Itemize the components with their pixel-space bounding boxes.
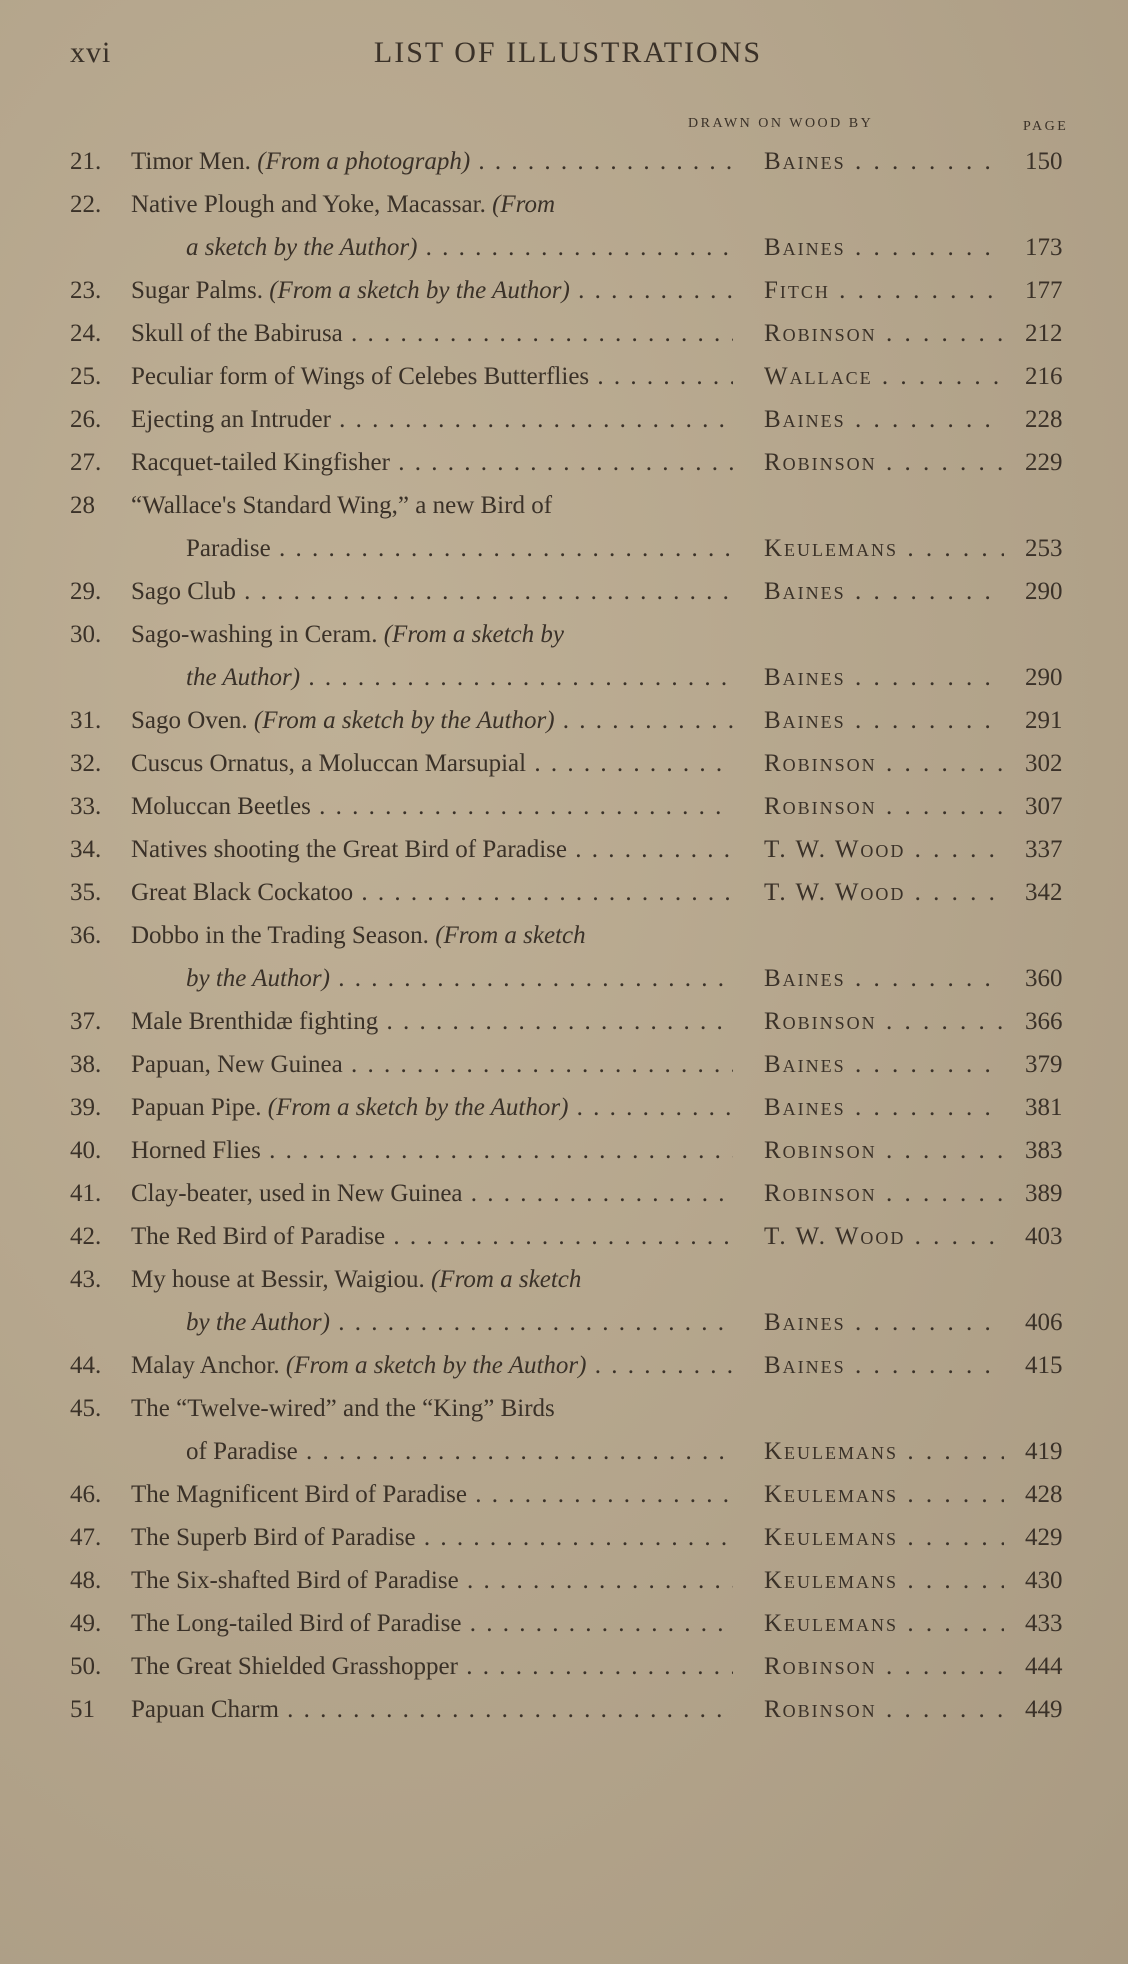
entry-title-source: (From a sketch by the Author) <box>253 707 555 734</box>
entry-page-number: 428 <box>1025 1481 1063 1508</box>
entry-page-number: 430 <box>1025 1567 1063 1594</box>
entry-number: 42. <box>70 1223 102 1250</box>
entry-artist <box>764 269 1004 312</box>
entry-artist <box>764 1215 1004 1258</box>
list-item <box>0 441 1128 484</box>
entry-title-text: Skull of the Babirusa <box>131 320 343 347</box>
entry-title-text: Papuan, New Guinea <box>131 1051 343 1078</box>
entry-title-source: (From <box>492 191 556 218</box>
entry-title <box>131 613 733 656</box>
entry-title <box>186 1301 733 1344</box>
entry-number: 45. <box>70 1395 102 1422</box>
entry-title <box>131 1688 733 1731</box>
list-item <box>0 1430 1128 1473</box>
entry-page-number: 229 <box>1025 449 1063 476</box>
entry-title-text: Racquet-tailed Kingfisher <box>131 449 390 476</box>
entry-artist <box>764 871 1004 914</box>
entry-number: 28 <box>70 492 95 519</box>
list-item <box>0 398 1128 441</box>
entry-title <box>131 1645 733 1688</box>
entry-title-text: Ejecting an Intruder <box>131 406 331 433</box>
entry-title-text: Sugar Palms. <box>131 277 270 304</box>
list-item <box>0 914 1128 957</box>
entry-title-text: Malay Anchor. <box>131 1352 286 1379</box>
column-headers <box>0 116 1128 136</box>
entry-title <box>186 226 733 269</box>
entry-page-number: 307 <box>1025 793 1063 820</box>
entry-title-source: (From a sketch by the Author) <box>285 1352 587 1379</box>
list-item <box>0 570 1128 613</box>
entry-title-text: Sago-washing in Ceram. <box>131 621 384 648</box>
entry-title <box>131 828 733 871</box>
list-item <box>0 613 1128 656</box>
entry-artist <box>764 742 1004 785</box>
entry-title <box>131 1172 733 1215</box>
entry-artist-name: Robinson <box>764 793 877 820</box>
entry-number: 33. <box>70 793 102 820</box>
entry-page-number: 379 <box>1025 1051 1063 1078</box>
entry-page-number: 173 <box>1025 234 1063 261</box>
entry-page-number: 433 <box>1025 1610 1063 1637</box>
entry-artist <box>764 312 1004 355</box>
list-item <box>0 699 1128 742</box>
entry-title <box>131 355 733 398</box>
entry-page-number: 337 <box>1025 836 1063 863</box>
entry-artist <box>764 1344 1004 1387</box>
entry-title-text: Horned Flies <box>131 1137 261 1164</box>
entry-title-source: by the Author) <box>186 965 330 992</box>
entry-page-number: 415 <box>1025 1352 1063 1379</box>
entry-number: 47. <box>70 1524 102 1551</box>
entry-number: 34. <box>70 836 102 863</box>
entry-title-text: Sago Club <box>131 578 236 605</box>
list-item <box>0 656 1128 699</box>
entry-title-source: by the Author) <box>186 1309 330 1336</box>
entry-artist-name: T. W. Wood <box>764 836 906 863</box>
entry-number: 37. <box>70 1008 102 1035</box>
entry-title <box>131 914 733 957</box>
list-item <box>0 871 1128 914</box>
entry-artist <box>764 398 1004 441</box>
entry-title-source: (From a sketch by <box>383 621 564 648</box>
entry-artist <box>764 1473 1004 1516</box>
entry-title-text: My house at Bessir, Waigiou. <box>131 1266 431 1293</box>
entry-title-source: (From a sketch by the Author) <box>269 277 570 304</box>
entry-title <box>131 398 733 441</box>
entry-title <box>131 1473 733 1516</box>
entry-artist <box>764 570 1004 613</box>
entry-title <box>186 656 733 699</box>
entry-artist-name: Baines <box>764 406 846 433</box>
entry-title <box>131 1043 733 1086</box>
entry-title <box>131 570 733 613</box>
entry-artist-name: Keulemans <box>764 1610 899 1637</box>
entry-title <box>186 1430 733 1473</box>
list-item <box>0 1559 1128 1602</box>
entry-title <box>131 1387 733 1430</box>
page-number: xvi <box>70 36 112 69</box>
entry-page-number: 228 <box>1025 406 1063 433</box>
entry-title-source: the Author) <box>186 664 301 691</box>
entry-title-text: Male Brenthidæ fighting <box>131 1008 379 1035</box>
entry-artist-name: Baines <box>764 1309 846 1336</box>
entry-artist-name: Baines <box>764 1094 846 1121</box>
list-item <box>0 1129 1128 1172</box>
entry-title-text: Natives shooting the Great Bird of Paradise <box>131 836 568 863</box>
entry-artist <box>764 527 1004 570</box>
entry-page-number: 449 <box>1025 1696 1063 1723</box>
entry-artist-name: T. W. Wood <box>764 879 906 906</box>
entry-artist-name: Keulemans <box>764 1567 899 1594</box>
column-header-page: PAGE <box>1023 119 1069 134</box>
entry-artist-name: Fitch <box>764 277 830 304</box>
entry-artist-name: Robinson <box>764 1008 877 1035</box>
entry-title <box>131 1215 733 1258</box>
entry-artist-name: Robinson <box>764 1137 877 1164</box>
entry-artist-name: Robinson <box>764 449 877 476</box>
list-item <box>0 1301 1128 1344</box>
list-item <box>0 1086 1128 1129</box>
entry-artist <box>764 140 1004 183</box>
entry-page-number: 291 <box>1025 707 1063 734</box>
entry-page-number: 419 <box>1025 1438 1063 1465</box>
entry-page-number: 302 <box>1025 750 1063 777</box>
entry-artist <box>764 699 1004 742</box>
entry-artist-name: Robinson <box>764 1696 877 1723</box>
entry-title-text: Dobbo in the Trading Season. <box>131 922 436 949</box>
list-item <box>0 355 1128 398</box>
entry-title-text: The Superb Bird of Paradise <box>131 1524 416 1551</box>
entry-title <box>131 1258 733 1301</box>
entry-title-text: The Great Shielded Grasshopper <box>131 1653 458 1680</box>
list-item <box>0 226 1128 269</box>
entry-artist-name: Baines <box>764 664 846 691</box>
entry-title <box>131 1086 733 1129</box>
entry-number: 27. <box>70 449 102 476</box>
entry-title <box>131 742 733 785</box>
entry-title-text: Moluccan Beetles <box>131 793 311 820</box>
entry-page-number: 216 <box>1025 363 1063 390</box>
entry-title-text: The Red Bird of Paradise <box>131 1223 386 1250</box>
entry-number: 21. <box>70 148 102 175</box>
entry-title <box>131 1559 733 1602</box>
entry-title <box>131 785 733 828</box>
list-item <box>0 1645 1128 1688</box>
entry-artist-name: Wallace <box>764 363 873 390</box>
entry-page-number: 290 <box>1025 578 1063 605</box>
entry-page-number: 403 <box>1025 1223 1063 1250</box>
entry-title <box>131 1602 733 1645</box>
list-item <box>0 312 1128 355</box>
entry-number: 22. <box>70 191 102 218</box>
entry-title-source: (From a sketch <box>430 1266 582 1293</box>
page-title: LIST OF ILLUSTRATIONS <box>373 36 763 69</box>
entry-number: 31. <box>70 707 102 734</box>
entry-artist-name: Baines <box>764 1352 846 1379</box>
entry-artist <box>764 355 1004 398</box>
entry-artist-name: Keulemans <box>764 1481 899 1508</box>
entry-title <box>131 312 733 355</box>
entry-page-number: 406 <box>1025 1309 1063 1336</box>
entry-title <box>186 527 733 570</box>
entry-page-number: 389 <box>1025 1180 1063 1207</box>
entry-page-number: 212 <box>1025 320 1063 347</box>
entry-page-number: 342 <box>1025 879 1063 906</box>
list-item <box>0 1516 1128 1559</box>
entry-artist-name: Baines <box>764 707 846 734</box>
entry-number: 50. <box>70 1653 102 1680</box>
list-item <box>0 828 1128 871</box>
entry-number: 49. <box>70 1610 102 1637</box>
entry-number: 35. <box>70 879 102 906</box>
list-item <box>0 140 1128 183</box>
list-item <box>0 1688 1128 1731</box>
entry-title-source: a sketch by the Author) <box>186 234 418 261</box>
entry-artist <box>764 1129 1004 1172</box>
entry-title-text: The “Twelve-wired” and the “King” Birds <box>131 1395 555 1422</box>
entry-artist-name: Robinson <box>764 1653 877 1680</box>
entry-artist-name: Keulemans <box>764 535 899 562</box>
entry-artist <box>764 1516 1004 1559</box>
illustrations-list <box>0 140 1128 1731</box>
entry-page-number: 429 <box>1025 1524 1063 1551</box>
entry-page-number: 444 <box>1025 1653 1063 1680</box>
column-header-drawn-by: DRAWN ON WOOD BY <box>688 116 874 131</box>
list-item <box>0 1000 1128 1043</box>
entry-artist-name: Baines <box>764 1051 846 1078</box>
entry-number: 46. <box>70 1481 102 1508</box>
entry-artist <box>764 1645 1004 1688</box>
entry-artist-name: Baines <box>764 578 846 605</box>
list-item <box>0 1602 1128 1645</box>
entry-artist <box>764 957 1004 1000</box>
entry-artist <box>764 785 1004 828</box>
list-item <box>0 1344 1128 1387</box>
entry-artist-name: Robinson <box>764 320 877 347</box>
entry-title-text: The Long-tailed Bird of Paradise <box>131 1610 462 1637</box>
entry-artist <box>764 1043 1004 1086</box>
entry-title-source: (From a photograph) <box>257 148 471 175</box>
entry-artist <box>764 1000 1004 1043</box>
list-item <box>0 269 1128 312</box>
entry-title <box>131 1516 733 1559</box>
entry-artist-name: Keulemans <box>764 1524 899 1551</box>
entry-title-text: Papuan Pipe. <box>131 1094 268 1121</box>
entry-number: 25. <box>70 363 102 390</box>
entry-artist <box>764 441 1004 484</box>
entry-artist <box>764 828 1004 871</box>
entry-title-text: Cuscus Ornatus, a Moluccan Marsupial <box>131 750 527 777</box>
list-item <box>0 1172 1128 1215</box>
entry-number: 40. <box>70 1137 102 1164</box>
entry-title-text: Timor Men. <box>131 148 258 175</box>
entry-title <box>131 1344 733 1387</box>
entry-artist-name: Baines <box>764 965 846 992</box>
entry-title <box>131 140 733 183</box>
entry-number: 29. <box>70 578 102 605</box>
entry-title <box>131 183 733 226</box>
entry-number: 41. <box>70 1180 102 1207</box>
entry-number: 32. <box>70 750 102 777</box>
list-item <box>0 1473 1128 1516</box>
entry-title-text: Sago Oven. <box>131 707 254 734</box>
entry-title-source: (From a sketch <box>435 922 586 949</box>
entry-artist-name: Robinson <box>764 1180 877 1207</box>
entry-artist <box>764 1688 1004 1731</box>
list-item <box>0 1387 1128 1430</box>
entry-page-number: 366 <box>1025 1008 1063 1035</box>
entry-title <box>186 957 733 1000</box>
entry-artist-name: Baines <box>764 148 846 175</box>
list-item <box>0 484 1128 527</box>
entry-artist <box>764 1430 1004 1473</box>
entry-title <box>131 699 733 742</box>
list-item <box>0 183 1128 226</box>
entry-title-text: The Six-shafted Bird of Paradise <box>131 1567 459 1594</box>
entry-artist-name: T. W. Wood <box>764 1223 906 1250</box>
entry-number: 51 <box>70 1696 95 1723</box>
entry-title <box>131 441 733 484</box>
entry-number: 26. <box>70 406 102 433</box>
list-item <box>0 1215 1128 1258</box>
entry-number: 39. <box>70 1094 102 1121</box>
entry-number: 38. <box>70 1051 102 1078</box>
entry-page-number: 150 <box>1025 148 1063 175</box>
entry-number: 44. <box>70 1352 102 1379</box>
entry-title-text: The Magnificent Bird of Paradise <box>131 1481 468 1508</box>
list-item <box>0 527 1128 570</box>
entry-title-text: Paradise <box>186 535 271 562</box>
entry-title-text: Clay-beater, used in New Guinea <box>131 1180 463 1207</box>
list-item <box>0 785 1128 828</box>
entry-page-number: 253 <box>1025 535 1063 562</box>
entry-title <box>131 1000 733 1043</box>
list-item <box>0 957 1128 1000</box>
list-item <box>0 1258 1128 1301</box>
entry-number: 43. <box>70 1266 102 1293</box>
entry-artist-name: Keulemans <box>764 1438 899 1465</box>
page-header <box>68 36 1068 76</box>
entry-artist-name: Robinson <box>764 750 877 777</box>
entry-number: 30. <box>70 621 102 648</box>
entry-title-text: Papuan Charm <box>131 1696 279 1723</box>
entry-title <box>131 871 733 914</box>
entry-number: 36. <box>70 922 102 949</box>
entry-title <box>131 1129 733 1172</box>
entry-artist <box>764 1301 1004 1344</box>
entry-artist <box>764 226 1004 269</box>
entry-artist <box>764 1086 1004 1129</box>
entry-page-number: 177 <box>1025 277 1063 304</box>
entry-title-source: (From a sketch by the Author) <box>267 1094 569 1121</box>
entry-page-number: 360 <box>1025 965 1063 992</box>
entry-title-text: Peculiar form of Wings of Celebes Butterflies <box>131 363 590 390</box>
entry-artist <box>764 1559 1004 1602</box>
entry-title-text: Native Plough and Yoke, Macassar. <box>131 191 493 218</box>
entry-artist <box>764 1602 1004 1645</box>
entry-page-number: 290 <box>1025 664 1063 691</box>
entry-number: 24. <box>70 320 102 347</box>
entry-artist <box>764 1172 1004 1215</box>
list-item <box>0 1043 1128 1086</box>
entry-artist-name: Baines <box>764 234 846 261</box>
entry-title <box>131 484 733 527</box>
entry-title-text: of Paradise <box>186 1438 298 1465</box>
entry-title <box>131 269 733 312</box>
entry-title-text: Great Black Cockatoo <box>131 879 354 906</box>
entry-number: 48. <box>70 1567 102 1594</box>
list-item <box>0 742 1128 785</box>
entry-page-number: 381 <box>1025 1094 1063 1121</box>
entry-number: 23. <box>70 277 102 304</box>
entry-artist <box>764 656 1004 699</box>
entry-page-number: 383 <box>1025 1137 1063 1164</box>
entry-title-text: “Wallace's Standard Wing,” a new Bird of <box>131 492 553 519</box>
